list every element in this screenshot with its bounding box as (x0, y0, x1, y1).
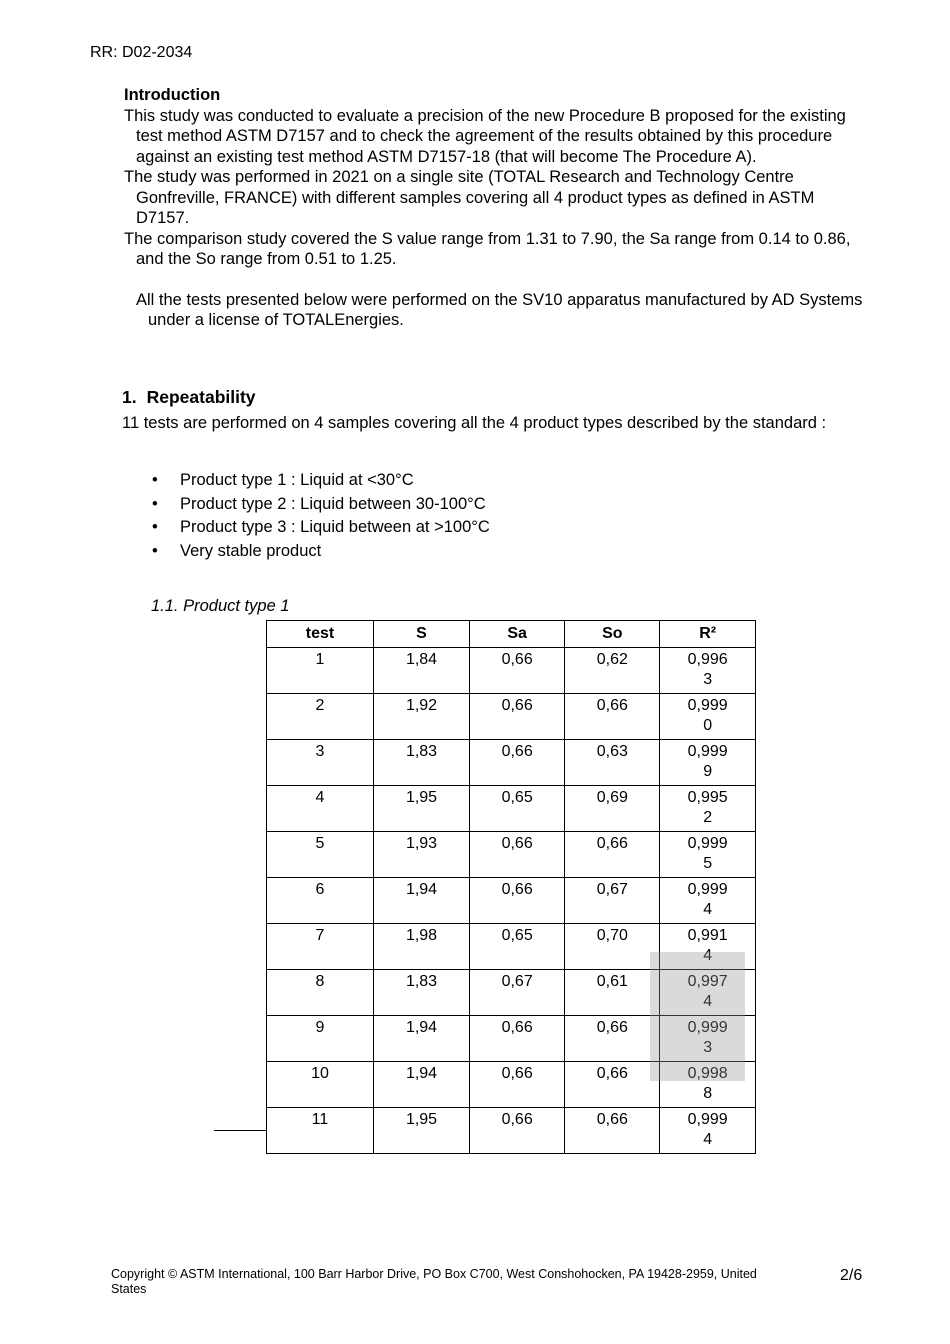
cell-so: 0,62 (565, 648, 660, 694)
cell-r2: 0,9974 (660, 970, 756, 1016)
cell-so: 0,67 (565, 878, 660, 924)
section-title: Repeatability (146, 387, 256, 407)
cell-test: 11 (267, 1108, 374, 1154)
cell-s: 1,95 (373, 786, 469, 832)
column-header-s: S (373, 621, 469, 648)
table-header-row (267, 621, 756, 648)
document-id: RR: D02-2034 (90, 44, 193, 61)
cell-test: 1 (267, 648, 374, 694)
bullet-icon: • (152, 541, 158, 560)
cell-so: 0,61 (565, 970, 660, 1016)
cell-test: 2 (267, 694, 374, 740)
selection-highlight (650, 952, 745, 1081)
cell-test: 8 (267, 970, 374, 1016)
cell-s: 1,84 (373, 648, 469, 694)
cell-r2: 0,9993 (660, 1016, 756, 1062)
cell-sa: 0,65 (470, 786, 565, 832)
cell-test: 5 (267, 832, 374, 878)
cell-r2: 0,9990 (660, 694, 756, 740)
cell-s: 1,94 (373, 1062, 469, 1108)
cell-test: 4 (267, 786, 374, 832)
table-row (267, 740, 756, 786)
section-heading-repeatability (122, 387, 256, 408)
bullet-icon: • (152, 494, 158, 513)
cell-r2: 0,9994 (660, 1108, 756, 1154)
intro-paragraph-4: All the tests presented below were performed on the SV10 apparatus manufactured by AD Systems under a license of TOTALEnergies. (136, 290, 863, 329)
cell-sa: 0,67 (470, 970, 565, 1016)
table-row (267, 1108, 756, 1154)
cell-r2: 0,9994 (660, 878, 756, 924)
list-item: • Product type 1 : Liquid at <30°C (152, 471, 414, 489)
cell-so: 0,66 (565, 1062, 660, 1108)
cell-sa: 0,65 (470, 924, 565, 970)
cell-so: 0,63 (565, 740, 660, 786)
table-row (267, 694, 756, 740)
cell-sa: 0,66 (470, 878, 565, 924)
cell-s: 1,83 (373, 970, 469, 1016)
cell-r2: 0,9999 (660, 740, 756, 786)
cell-test: 6 (267, 878, 374, 924)
cell-test: 9 (267, 1016, 374, 1062)
cell-s: 1,92 (373, 694, 469, 740)
cell-test: 3 (267, 740, 374, 786)
footer-copyright: Copyright © ASTM International, 100 Barr Harbor Drive, PO Box C700, West Conshohocken, PA 19428-2959, United States (111, 1267, 757, 1296)
bullet-icon: • (152, 471, 158, 489)
cell-sa: 0,66 (470, 1016, 565, 1062)
page-number: 2/6 (840, 1267, 863, 1284)
cell-so: 0,70 (565, 924, 660, 970)
cell-s: 1,94 (373, 1016, 469, 1062)
subsection-heading: 1.1. Product type 1 (151, 597, 290, 615)
cell-r2: 0,9914 (660, 924, 756, 970)
cell-s: 1,98 (373, 924, 469, 970)
cell-s: 1,83 (373, 740, 469, 786)
cell-test: 7 (267, 924, 374, 970)
intro-paragraph-2: The study was performed in 2021 on a single site (TOTAL Research and Technology Centre Gonfreville, FRANCE) with different samples covering all 4 product types as defined in ASTM D7157. (124, 168, 815, 227)
cell-so: 0,66 (565, 1016, 660, 1062)
table-left-rule (214, 1130, 266, 1131)
section-number: 1. (122, 387, 137, 407)
product-type-list (150, 470, 490, 564)
cell-r2: 0,9963 (660, 648, 756, 694)
cell-sa: 0,66 (470, 1062, 565, 1108)
table-row (267, 832, 756, 878)
cell-so: 0,66 (565, 1108, 660, 1154)
table-row (267, 878, 756, 924)
cell-sa: 0,66 (470, 648, 565, 694)
cell-so: 0,66 (565, 694, 660, 740)
cell-sa: 0,66 (470, 694, 565, 740)
cell-sa: 0,66 (470, 832, 565, 878)
cell-s: 1,95 (373, 1108, 469, 1154)
cell-r2: 0,9995 (660, 832, 756, 878)
cell-test: 10 (267, 1062, 374, 1108)
list-item: • Very stable product (152, 541, 322, 560)
cell-s: 1,94 (373, 878, 469, 924)
list-item: • Product type 3 : Liquid between at >100°C (152, 518, 490, 536)
intro-paragraph-1: This study was conducted to evaluate a precision of the new Procedure B proposed for the existing test method ASTM D7157 and to check the agreement of the results obtained by this procedure against an existing test method ASTM D7157-18 (that will become The Procedure A). (124, 106, 846, 166)
section-intro: 11 tests are performed on 4 samples covering all the 4 product types described by the standard : (122, 414, 827, 432)
list-item: • Product type 2 : Liquid between 30-100°C (152, 494, 486, 513)
introduction-section (124, 85, 864, 331)
column-header-sa: Sa (470, 621, 565, 648)
cell-r2: 0,9952 (660, 786, 756, 832)
introduction-title: Introduction (124, 86, 221, 104)
cell-s: 1,93 (373, 832, 469, 878)
intro-paragraph-3: The comparison study covered the S value range from 1.31 to 7.90, the Sa range from 0.14 to 0.86, and the So range from 0.51 to 1.25. (124, 229, 851, 268)
column-header-so: So (565, 621, 660, 648)
bullet-icon: • (152, 518, 158, 536)
column-header-test: test (267, 621, 374, 648)
table-row (267, 648, 756, 694)
cell-r2: 0,9988 (660, 1062, 756, 1108)
cell-sa: 0,66 (470, 740, 565, 786)
cell-so: 0,66 (565, 832, 660, 878)
cell-so: 0,69 (565, 786, 660, 832)
table-row (267, 786, 756, 832)
cell-sa: 0,66 (470, 1108, 565, 1154)
column-header-r2: R² (660, 621, 756, 648)
